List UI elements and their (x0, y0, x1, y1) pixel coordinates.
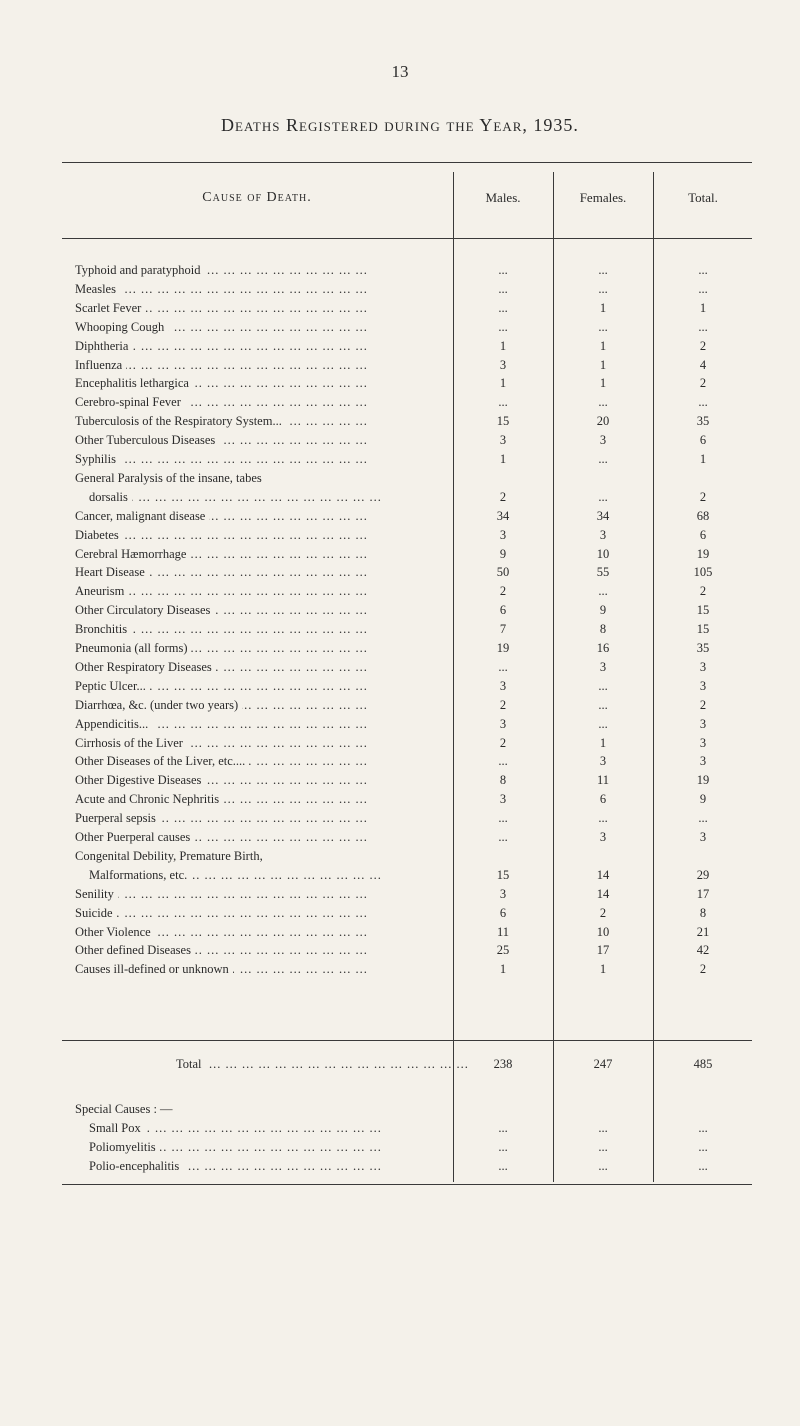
cause-label: Senility (75, 887, 118, 901)
table-row (0, 527, 800, 544)
cause-label: Diphtheria (75, 339, 132, 353)
total-cell: ... (698, 1140, 708, 1154)
total-rule (62, 1040, 752, 1041)
males-cell: ... (498, 659, 508, 674)
females-cell: 8 (599, 622, 607, 637)
table-row (0, 810, 800, 827)
males-cell: ... (498, 300, 508, 315)
females-cell: ... (598, 678, 608, 693)
cause-cell (75, 905, 435, 922)
cause-cell (75, 848, 435, 865)
cause-label: Puerperal sepsis (75, 811, 160, 825)
total-row (0, 1056, 800, 1073)
table-row (0, 319, 800, 336)
cause-cell (75, 338, 435, 355)
cause-cell (89, 1120, 449, 1137)
total-cell: 1 (699, 452, 707, 466)
total-cell: ... (698, 263, 708, 277)
total-cell: 485 (693, 1057, 713, 1071)
cause-label: Other defined Diseases (75, 943, 195, 957)
cause-label: Congenital Debility, Premature Birth, (75, 849, 267, 863)
cause-label: Encephalitis lethargica (75, 376, 193, 390)
table-row (0, 508, 800, 525)
cause-label: Scarlet Fever (75, 301, 145, 315)
females-cell: 55 (596, 565, 610, 580)
males-cell: ... (498, 263, 508, 277)
cause-cell (75, 810, 435, 827)
cause-label: Pneumonia (all forms) (75, 641, 191, 655)
cause-cell (75, 735, 435, 752)
total-cell: 2 (699, 338, 707, 353)
cause-label: Other Puerperal causes (75, 830, 194, 844)
females-cell: ... (598, 489, 608, 504)
table-top-rule (62, 162, 752, 163)
males-cell: 6 (499, 905, 507, 920)
total-cell: 15 (696, 622, 710, 637)
table-row (0, 394, 800, 411)
females-cell: ... (598, 584, 608, 599)
females-cell: 1 (599, 376, 607, 391)
header-males: Males. (485, 190, 521, 205)
females-cell: 10 (596, 546, 610, 561)
males-cell: 3 (499, 433, 507, 448)
table-row (0, 716, 800, 733)
total-cell: 6 (699, 433, 707, 448)
females-cell: ... (598, 1140, 608, 1154)
males-cell: ... (498, 1140, 508, 1154)
females-cell: 14 (596, 886, 610, 901)
cause-cell (75, 470, 435, 487)
table-row (0, 413, 800, 430)
total-cell: 105 (693, 565, 713, 580)
females-cell: 1 (599, 338, 607, 353)
males-cell: 8 (499, 773, 507, 788)
cause-label: Other Tuberculous Diseases (75, 433, 219, 447)
females-cell: ... (598, 697, 608, 712)
cause-label: Cirrhosis of the Liver (75, 736, 187, 750)
total-cell: 68 (696, 508, 710, 523)
females-cell: ... (598, 1121, 608, 1135)
males-cell: 9 (499, 546, 507, 561)
table-row (0, 262, 800, 279)
females-cell: 16 (596, 641, 610, 655)
cause-cell (75, 583, 435, 600)
females-cell: 3 (599, 433, 607, 448)
males-cell: ... (498, 754, 508, 769)
table-row (0, 621, 800, 638)
males-cell: 50 (496, 565, 510, 580)
cause-cell (75, 886, 435, 903)
cause-label: Aneurism (75, 584, 128, 598)
table-row (0, 640, 800, 657)
females-cell: 2 (599, 905, 607, 920)
cause-cell (75, 451, 435, 468)
cause-label: Other Circulatory Diseases (75, 603, 214, 617)
males-cell: ... (498, 830, 508, 844)
cause-cell (75, 697, 435, 714)
cause-label: Cerebro-spinal Fever (75, 395, 185, 409)
table-row (0, 375, 800, 392)
cause-cell (75, 640, 435, 657)
females-cell: ... (598, 263, 608, 277)
special-row (0, 1139, 800, 1156)
females-cell: ... (598, 281, 608, 296)
table-row (0, 924, 800, 941)
table-row (0, 338, 800, 355)
males-cell: 1 (499, 452, 507, 466)
cause-label: Polio-encephalitis (89, 1159, 183, 1173)
cause-cell (75, 942, 435, 959)
males-cell: 1 (499, 338, 507, 353)
cause-cell (75, 262, 435, 279)
males-cell: 3 (499, 678, 507, 693)
total-cell: 6 (699, 527, 707, 542)
cause-cell (75, 678, 435, 695)
table-row (0, 886, 800, 903)
males-cell: 15 (496, 414, 510, 429)
table-row (0, 659, 800, 676)
cause-cell (75, 357, 435, 374)
males-cell: 3 (499, 792, 507, 807)
females-cell: 11 (596, 773, 610, 788)
table-row (0, 678, 800, 695)
total-cell: 4 (699, 357, 707, 372)
cause-label: Heart Disease (75, 565, 149, 579)
cause-label: Malformations, etc. (89, 868, 191, 882)
cause-label: Appendicitis... (75, 717, 152, 731)
cause-label: Cerebral Hæmorrhage (75, 547, 190, 561)
total-cell: 35 (696, 414, 710, 429)
males-cell: 2 (499, 489, 507, 504)
cause-cell (75, 829, 435, 846)
males-cell: 7 (499, 622, 507, 637)
males-cell: 238 (493, 1057, 513, 1071)
total-cell: 3 (699, 754, 707, 769)
males-cell: ... (498, 811, 508, 826)
special-row (0, 1120, 800, 1137)
cause-label: Tuberculosis of the Respiratory System... (75, 414, 286, 428)
cause-cell (75, 791, 435, 808)
females-cell: 14 (596, 867, 610, 882)
males-cell: 3 (499, 527, 507, 542)
cause-cell (75, 300, 435, 317)
cause-label: Small Pox (89, 1121, 145, 1135)
females-cell: 3 (599, 754, 607, 769)
cause-label: Other Diseases of the Liver, etc.... (75, 754, 249, 768)
header-total: Total. (688, 190, 718, 205)
cause-cell (75, 375, 435, 392)
females-cell: 3 (599, 659, 607, 674)
cause-label: Causes ill-defined or unknown (75, 962, 233, 976)
males-cell: ... (498, 281, 508, 296)
cause-label: Measles (75, 282, 120, 296)
cause-cell (75, 564, 435, 581)
females-cell: 1 (599, 300, 607, 315)
table-row (0, 489, 800, 506)
total-cell: 21 (696, 924, 710, 939)
table-row (0, 470, 800, 487)
table-row (0, 791, 800, 808)
males-cell: 3 (499, 886, 507, 901)
cause-cell (89, 1158, 449, 1175)
females-cell: 6 (599, 792, 607, 807)
table-row (0, 829, 800, 846)
table-row (0, 564, 800, 581)
table-bottom-rule (62, 1184, 752, 1185)
males-cell: 2 (499, 697, 507, 712)
total-cell: 35 (696, 641, 710, 655)
females-cell: 1 (599, 962, 607, 977)
total-cell: 2 (699, 962, 707, 977)
cause-cell (75, 281, 435, 298)
page-title: Deaths Registered during the Year, 1935. (221, 115, 579, 135)
cause-label: Other Respiratory Diseases (75, 660, 216, 674)
females-cell: 9 (599, 603, 607, 618)
total-cell: 9 (699, 792, 707, 807)
females-cell: 3 (599, 527, 607, 542)
males-cell: ... (498, 319, 508, 334)
table-row (0, 583, 800, 600)
males-cell: 15 (496, 867, 510, 882)
table-row (0, 942, 800, 959)
table-row (0, 451, 800, 468)
total-cell: 3 (699, 735, 707, 750)
cause-cell (75, 527, 435, 544)
females-cell: 20 (596, 414, 610, 429)
table-row (0, 546, 800, 563)
females-cell: ... (598, 395, 608, 410)
total-cell: ... (698, 319, 708, 334)
total-cell: ... (698, 1121, 708, 1135)
females-cell: 10 (596, 924, 610, 939)
table-row (0, 697, 800, 714)
females-cell: 34 (596, 508, 610, 523)
cause-label: Cancer, malignant disease (75, 509, 209, 523)
males-cell: 2 (499, 584, 507, 599)
males-cell: 25 (496, 943, 510, 958)
males-cell: 6 (499, 603, 507, 618)
total-cell: 3 (699, 830, 707, 844)
total-cell: ... (698, 811, 708, 826)
special-causes-heading (0, 1101, 800, 1118)
females-cell: ... (598, 811, 608, 826)
special-row (0, 1158, 800, 1175)
cause-label: General Paralysis of the insane, tabes (75, 471, 266, 485)
total-cell: 1 (699, 300, 707, 315)
females-cell: ... (598, 1159, 608, 1173)
males-cell: 11 (496, 924, 510, 939)
males-cell: 2 (499, 735, 507, 750)
total-cell: ... (698, 281, 708, 296)
table-row (0, 300, 800, 317)
cause-label: Special Causes : — (75, 1102, 177, 1116)
cause-label: Typhoid and paratyphoid (75, 263, 205, 277)
total-cell: 42 (696, 943, 710, 958)
cause-label: Influenza (75, 358, 126, 372)
table-row (0, 281, 800, 298)
cause-cell (75, 319, 435, 336)
females-cell: 17 (596, 943, 610, 958)
cause-cell (75, 716, 435, 733)
total-cell: 2 (699, 489, 707, 504)
table-row (0, 867, 800, 884)
total-cell: 8 (699, 905, 707, 920)
females-cell: ... (598, 319, 608, 334)
males-cell: ... (498, 1121, 508, 1135)
cause-label: Whooping Cough (75, 320, 168, 334)
total-cell: 3 (699, 678, 707, 693)
total-cell: 17 (696, 886, 710, 901)
cause-cell (75, 546, 435, 563)
females-cell: 1 (599, 357, 607, 372)
females-cell: 3 (599, 830, 607, 844)
table-row (0, 357, 800, 374)
cause-cell (89, 867, 449, 884)
cause-cell (75, 508, 435, 525)
cause-cell (89, 1139, 449, 1156)
males-cell: 1 (499, 376, 507, 391)
cause-label: dorsalis (89, 490, 132, 504)
males-cell: ... (498, 395, 508, 410)
table-row (0, 905, 800, 922)
total-cell: 2 (699, 584, 707, 599)
table-row (0, 753, 800, 770)
females-cell: 247 (593, 1057, 613, 1071)
cause-cell (75, 772, 435, 789)
cause-cell (89, 489, 449, 506)
cause-cell (75, 621, 435, 638)
cause-label: Poliomyelitis (89, 1140, 160, 1154)
cause-label: Total (176, 1057, 206, 1071)
total-cell: 29 (696, 867, 710, 882)
total-cell: 15 (696, 603, 710, 618)
header-females: Females. (579, 190, 627, 205)
cause-cell (75, 961, 435, 978)
males-cell: 3 (499, 716, 507, 731)
cause-cell (75, 394, 435, 411)
cause-label: Acute and Chronic Nephritis (75, 792, 223, 806)
females-cell: 1 (599, 735, 607, 750)
table-row (0, 961, 800, 978)
cause-label: Diarrhœa, &c. (under two years) (75, 698, 242, 712)
header-cause: Cause of Death. (202, 190, 312, 205)
cause-cell (75, 659, 435, 676)
females-cell: ... (598, 452, 608, 466)
cause-cell (75, 1101, 435, 1118)
total-cell: 3 (699, 716, 707, 731)
header-rule (62, 238, 752, 239)
cause-label: Peptic Ulcer... (75, 679, 150, 693)
total-cell: ... (698, 395, 708, 410)
total-cell: 19 (696, 773, 710, 788)
males-cell: ... (498, 1159, 508, 1173)
cause-cell (75, 602, 435, 619)
cause-cell (75, 413, 435, 430)
total-cell: 3 (699, 659, 707, 674)
cause-cell (75, 924, 435, 941)
cause-label: Other Digestive Diseases (75, 773, 205, 787)
cause-label: Diabetes (75, 528, 123, 542)
page-number: 13 (391, 62, 409, 81)
cause-label: Syphilis (75, 452, 120, 466)
cause-cell (75, 753, 435, 770)
cause-label: Other Violence (75, 925, 155, 939)
males-cell: 19 (496, 641, 510, 655)
males-cell: 34 (496, 508, 510, 523)
table-row (0, 432, 800, 449)
males-cell: 3 (499, 357, 507, 372)
total-cell: 2 (699, 376, 707, 391)
cause-label: Bronchitis (75, 622, 131, 636)
total-cell: ... (698, 1159, 708, 1173)
table-row (0, 772, 800, 789)
males-cell: 1 (499, 962, 507, 977)
table-row (0, 602, 800, 619)
table-row (0, 848, 800, 865)
cause-label: Suicide (75, 906, 117, 920)
total-cell: 19 (696, 546, 710, 561)
cause-cell (75, 432, 435, 449)
females-cell: ... (598, 716, 608, 731)
total-cell: 2 (699, 697, 707, 712)
table-row (0, 735, 800, 752)
